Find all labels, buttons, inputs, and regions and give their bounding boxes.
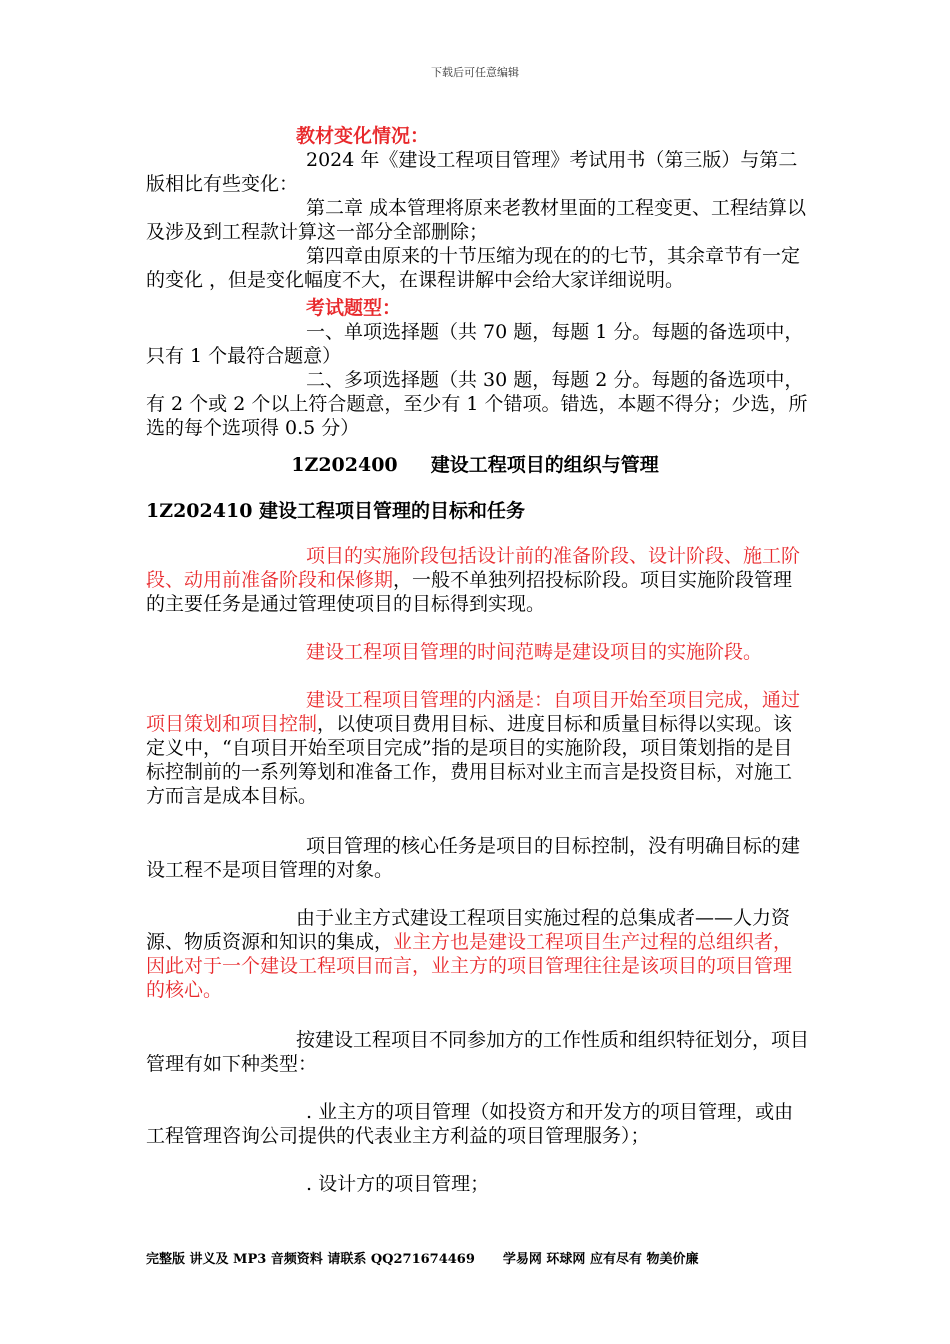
owner-role-highlight: 业主方也是建设工程项目生产过程的总组织者，因此对于一个建设工程项目而言，业主方的项目管理往往是该项目的项目管理的核心。 xyxy=(146,931,793,1001)
paragraph-owner-role xyxy=(146,906,810,1002)
chapter-code: 1Z202400 xyxy=(291,454,398,476)
textbook-changes-section xyxy=(146,124,810,292)
list-item: . 设计方的项目管理； xyxy=(306,1173,490,1195)
section-title-changes: 教材变化情况： xyxy=(296,125,430,147)
chapter-heading xyxy=(0,450,950,477)
paragraph-core-task: 项目管理的核心任务是项目的目标控制，没有明确目标的建设工程不是项目管理的对象。 xyxy=(146,835,801,881)
section-heading: 1Z202410 建设工程项目管理的目标和任务 xyxy=(146,500,526,522)
changes-paragraph-3: 第四章由原来的十节压缩为现在的的七节，其余章节有一定的变化 ，但是变化幅度不大，在课程讲解中会给大家详细说明。 xyxy=(146,245,801,291)
footer-slogan: 学易网 环球网 应有尽有 物美价廉 xyxy=(502,1252,699,1267)
owner-role-text: 由于业主方式建设工程项目实施过程的总集成者——人力资源、物质资源和知识的集成， xyxy=(146,907,791,953)
paragraph-types-intro: 按建设工程项目不同参加方的工作性质和组织特征划分，项目管理有如下种类型： xyxy=(146,1029,810,1075)
exam-format-section xyxy=(146,296,810,440)
list-item: . 业主方的项目管理（如投资方和开发方的项目管理，或由工程管理咨询公司提供的代表业主方利益的项目管理服务）； xyxy=(146,1101,794,1147)
chapter-title: 建设工程项目的组织与管理 xyxy=(430,454,659,476)
footer xyxy=(146,1248,846,1267)
paragraph-implementation-stage xyxy=(146,544,810,616)
section-title-exam-format: 考试题型： xyxy=(306,297,402,319)
top-note: 下载后可任意编辑 xyxy=(431,66,519,79)
exam-format-single-choice: 一、单项选择题（共 70 题，每题 1 分。每题的备选项中，只有 1 个最符合题意） xyxy=(146,321,804,367)
changes-paragraph-2: 第二章 成本管理将原来老教材里面的工程变更、工程结算以及涉及到工程款计算这一部分全部删除； xyxy=(146,197,807,243)
exam-format-multiple-choice: 二、多项选择题（共 30 题，每题 2 分。每题的备选项中，有 2 个或 2 个以上符合题意，至少有 1 个错项。错选，本题不得分；少选，所选的每个选项得 0.5 分） xyxy=(146,369,808,439)
connotation-text: ，以使项目费用目标、进度目标和质量目标得以实现。该定义中，“自项目开始至项目完成”指的是项目的实施阶段，项目策划指的是目标控制前的一系列筹划和准备工作，费用目标对业主而言是投资目标，对施工方而言是成本目标。 xyxy=(146,713,793,807)
implementation-stage-text: ，一般不单独列招投标阶段。项目实施阶段管理的主要任务是通过管理使项目的目标得到实现。 xyxy=(146,569,793,615)
changes-paragraph-1: 2024 年《建设工程项目管理》考试用书（第三版）与第二版相比有些变化： xyxy=(146,149,798,195)
footer-contact: 完整版 讲义及 MP3 音频资料 请联系 QQ271674469 xyxy=(146,1252,475,1267)
paragraph-time-scope: 建设工程项目管理的时间范畴是建设项目的实施阶段。 xyxy=(306,641,763,663)
connotation-highlight: 建设工程项目管理的内涵是：自项目开始至项目完成，通过项目策划和项目控制 xyxy=(146,689,801,735)
implementation-stage-highlight: 项目的实施阶段包括设计前的准备阶段、设计阶段、施工阶段、动用前准备阶段和保修期 xyxy=(146,545,801,591)
paragraph-connotation xyxy=(146,688,810,808)
